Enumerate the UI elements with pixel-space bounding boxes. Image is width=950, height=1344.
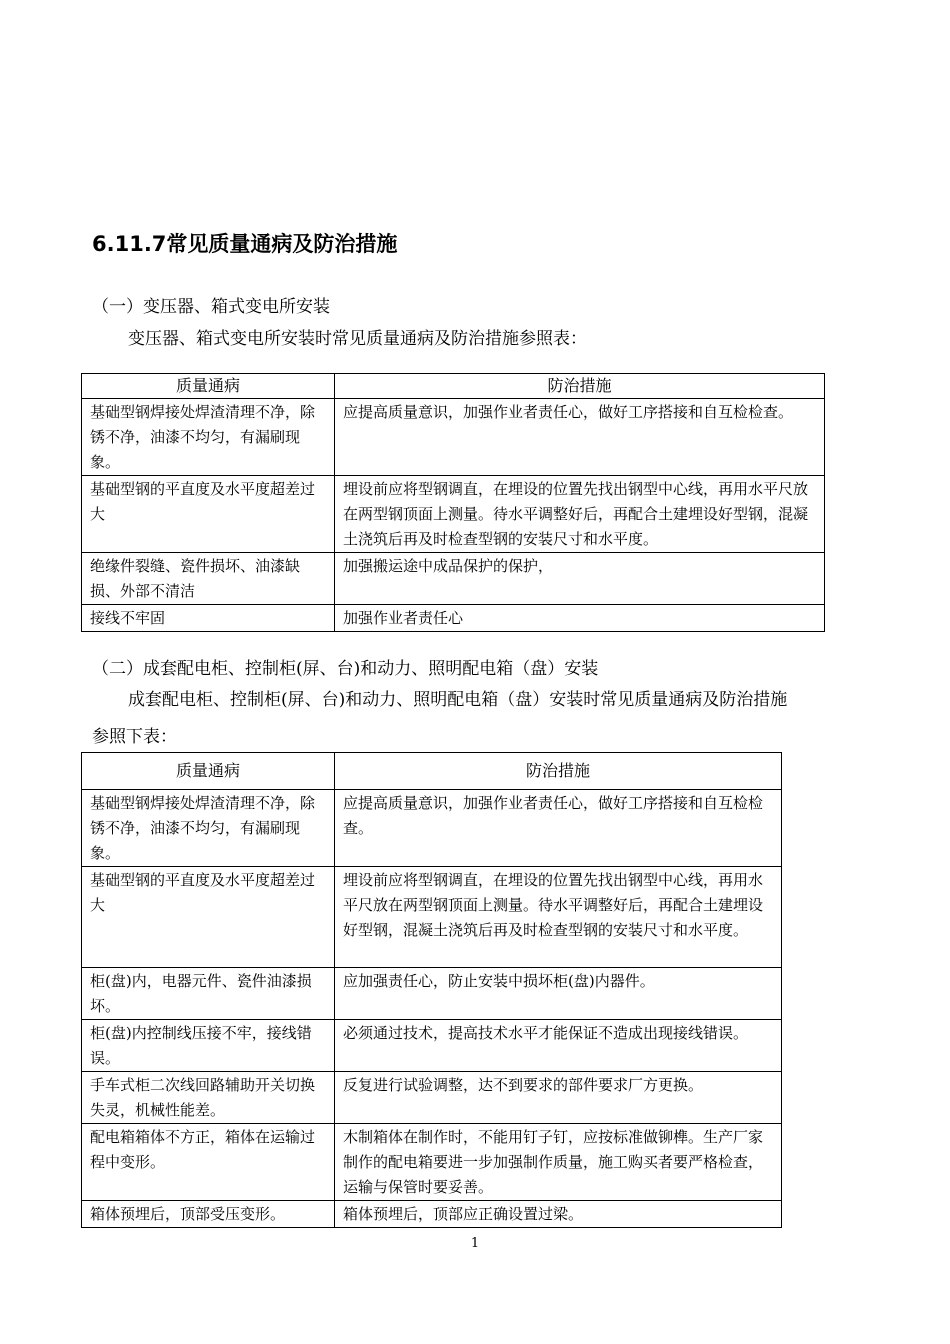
measure-cell: 箱体预埋后，顶部应正确设置过梁。 bbox=[335, 1201, 782, 1228]
table-row bbox=[82, 1201, 782, 1228]
measure-cell: 加强作业者责任心 bbox=[335, 605, 825, 632]
table-row bbox=[82, 790, 782, 867]
measure-cell: 埋设前应将型钢调直，在埋设的位置先找出钢型中心线，再用水平尺放在两型钢顶面上测量。待水平调整好后，再配合土建埋设好型钢，混凝土浇筑后再及时检查型钢的安装尺寸和水平度。 bbox=[335, 476, 825, 553]
table-row bbox=[82, 1020, 782, 1072]
defect-cell: 基础型钢的平直度及水平度超差过大 bbox=[82, 476, 335, 553]
header-measures: 防治措施 bbox=[335, 753, 782, 790]
defect-cell: 基础型钢焊接处焊渣清理不净，除锈不净，油漆不均匀，有漏刷现象。 bbox=[82, 399, 335, 476]
table-header-row bbox=[82, 374, 825, 399]
measure-cell: 埋设前应将型钢调直，在埋设的位置先找出钢型中心线，再用水平尺放在两型钢顶面上测量。待水平调整好后，再配合土建埋设好型钢，混凝土浇筑后再及时检查型钢的安装尺寸和水平度。 bbox=[335, 867, 782, 968]
subsection-title-1: （一）变压器、箱式变电所安装 bbox=[92, 297, 330, 317]
page-number: 1 bbox=[470, 1236, 480, 1251]
quality-table-2 bbox=[81, 752, 782, 1228]
table-row bbox=[82, 399, 825, 476]
header-measures: 防治措施 bbox=[335, 374, 825, 399]
subsection-intro-2-cont: 参照下表： bbox=[92, 727, 177, 747]
measure-cell: 应加强责任心，防止安装中损坏柜(盘)内器件。 bbox=[335, 968, 782, 1020]
table-row bbox=[82, 968, 782, 1020]
section-heading: 6.11.7常见质量通病及防治措施 bbox=[92, 232, 398, 256]
header-defect: 质量通病 bbox=[82, 753, 335, 790]
defect-cell: 接线不牢固 bbox=[82, 605, 335, 632]
subsection-intro-1: 变压器、箱式变电所安装时常见质量通病及防治措施参照表： bbox=[128, 329, 587, 349]
defect-cell: 绝缘件裂缝、瓷件损坏、油漆缺损、外部不清洁 bbox=[82, 553, 335, 605]
table-row bbox=[82, 1124, 782, 1201]
table-row bbox=[82, 1072, 782, 1124]
defect-cell: 基础型钢焊接处焊渣清理不净，除锈不净，油漆不均匀，有漏刷现象。 bbox=[82, 790, 335, 867]
table-row bbox=[82, 476, 825, 553]
table-header-row bbox=[82, 753, 782, 790]
defect-cell: 柜(盘)内，电器元件、瓷件油漆损坏。 bbox=[82, 968, 335, 1020]
table-row bbox=[82, 605, 825, 632]
header-defect: 质量通病 bbox=[82, 374, 335, 399]
table-row bbox=[82, 553, 825, 605]
measure-cell: 加强搬运途中成品保护的保护， bbox=[335, 553, 825, 605]
measure-cell: 必须通过技术，提高技术水平才能保证不造成出现接线错误。 bbox=[335, 1020, 782, 1072]
measure-cell: 反复进行试验调整，达不到要求的部件要求厂方更换。 bbox=[335, 1072, 782, 1124]
table-row bbox=[82, 867, 782, 968]
subsection-intro-2: 成套配电柜、控制柜(屏、台)和动力、照明配电箱（盘）安装时常见质量通病及防治措施 bbox=[128, 690, 788, 710]
measure-cell: 应提高质量意识，加强作业者责任心，做好工序搭接和自互检检查。 bbox=[335, 790, 782, 867]
subsection-title-2: （二）成套配电柜、控制柜(屏、台)和动力、照明配电箱（盘）安装 bbox=[92, 659, 599, 679]
defect-cell: 配电箱箱体不方正，箱体在运输过程中变形。 bbox=[82, 1124, 335, 1201]
defect-cell: 手车式柜二次线回路辅助开关切换失灵，机械性能差。 bbox=[82, 1072, 335, 1124]
defect-cell: 箱体预埋后，顶部受压变形。 bbox=[82, 1201, 335, 1228]
defect-cell: 柜(盘)内控制线压接不牢，接线错误。 bbox=[82, 1020, 335, 1072]
defect-cell: 基础型钢的平直度及水平度超差过大 bbox=[82, 867, 335, 968]
quality-table-1 bbox=[81, 373, 825, 632]
measure-cell: 应提高质量意识，加强作业者责任心，做好工序搭接和自互检检查。 bbox=[335, 399, 825, 476]
measure-cell: 木制箱体在制作时，不能用钉子钉，应按标准做铆榫。生产厂家制作的配电箱要进一步加强制作质量，施工购买者要严格检查，运输与保管时要妥善。 bbox=[335, 1124, 782, 1201]
